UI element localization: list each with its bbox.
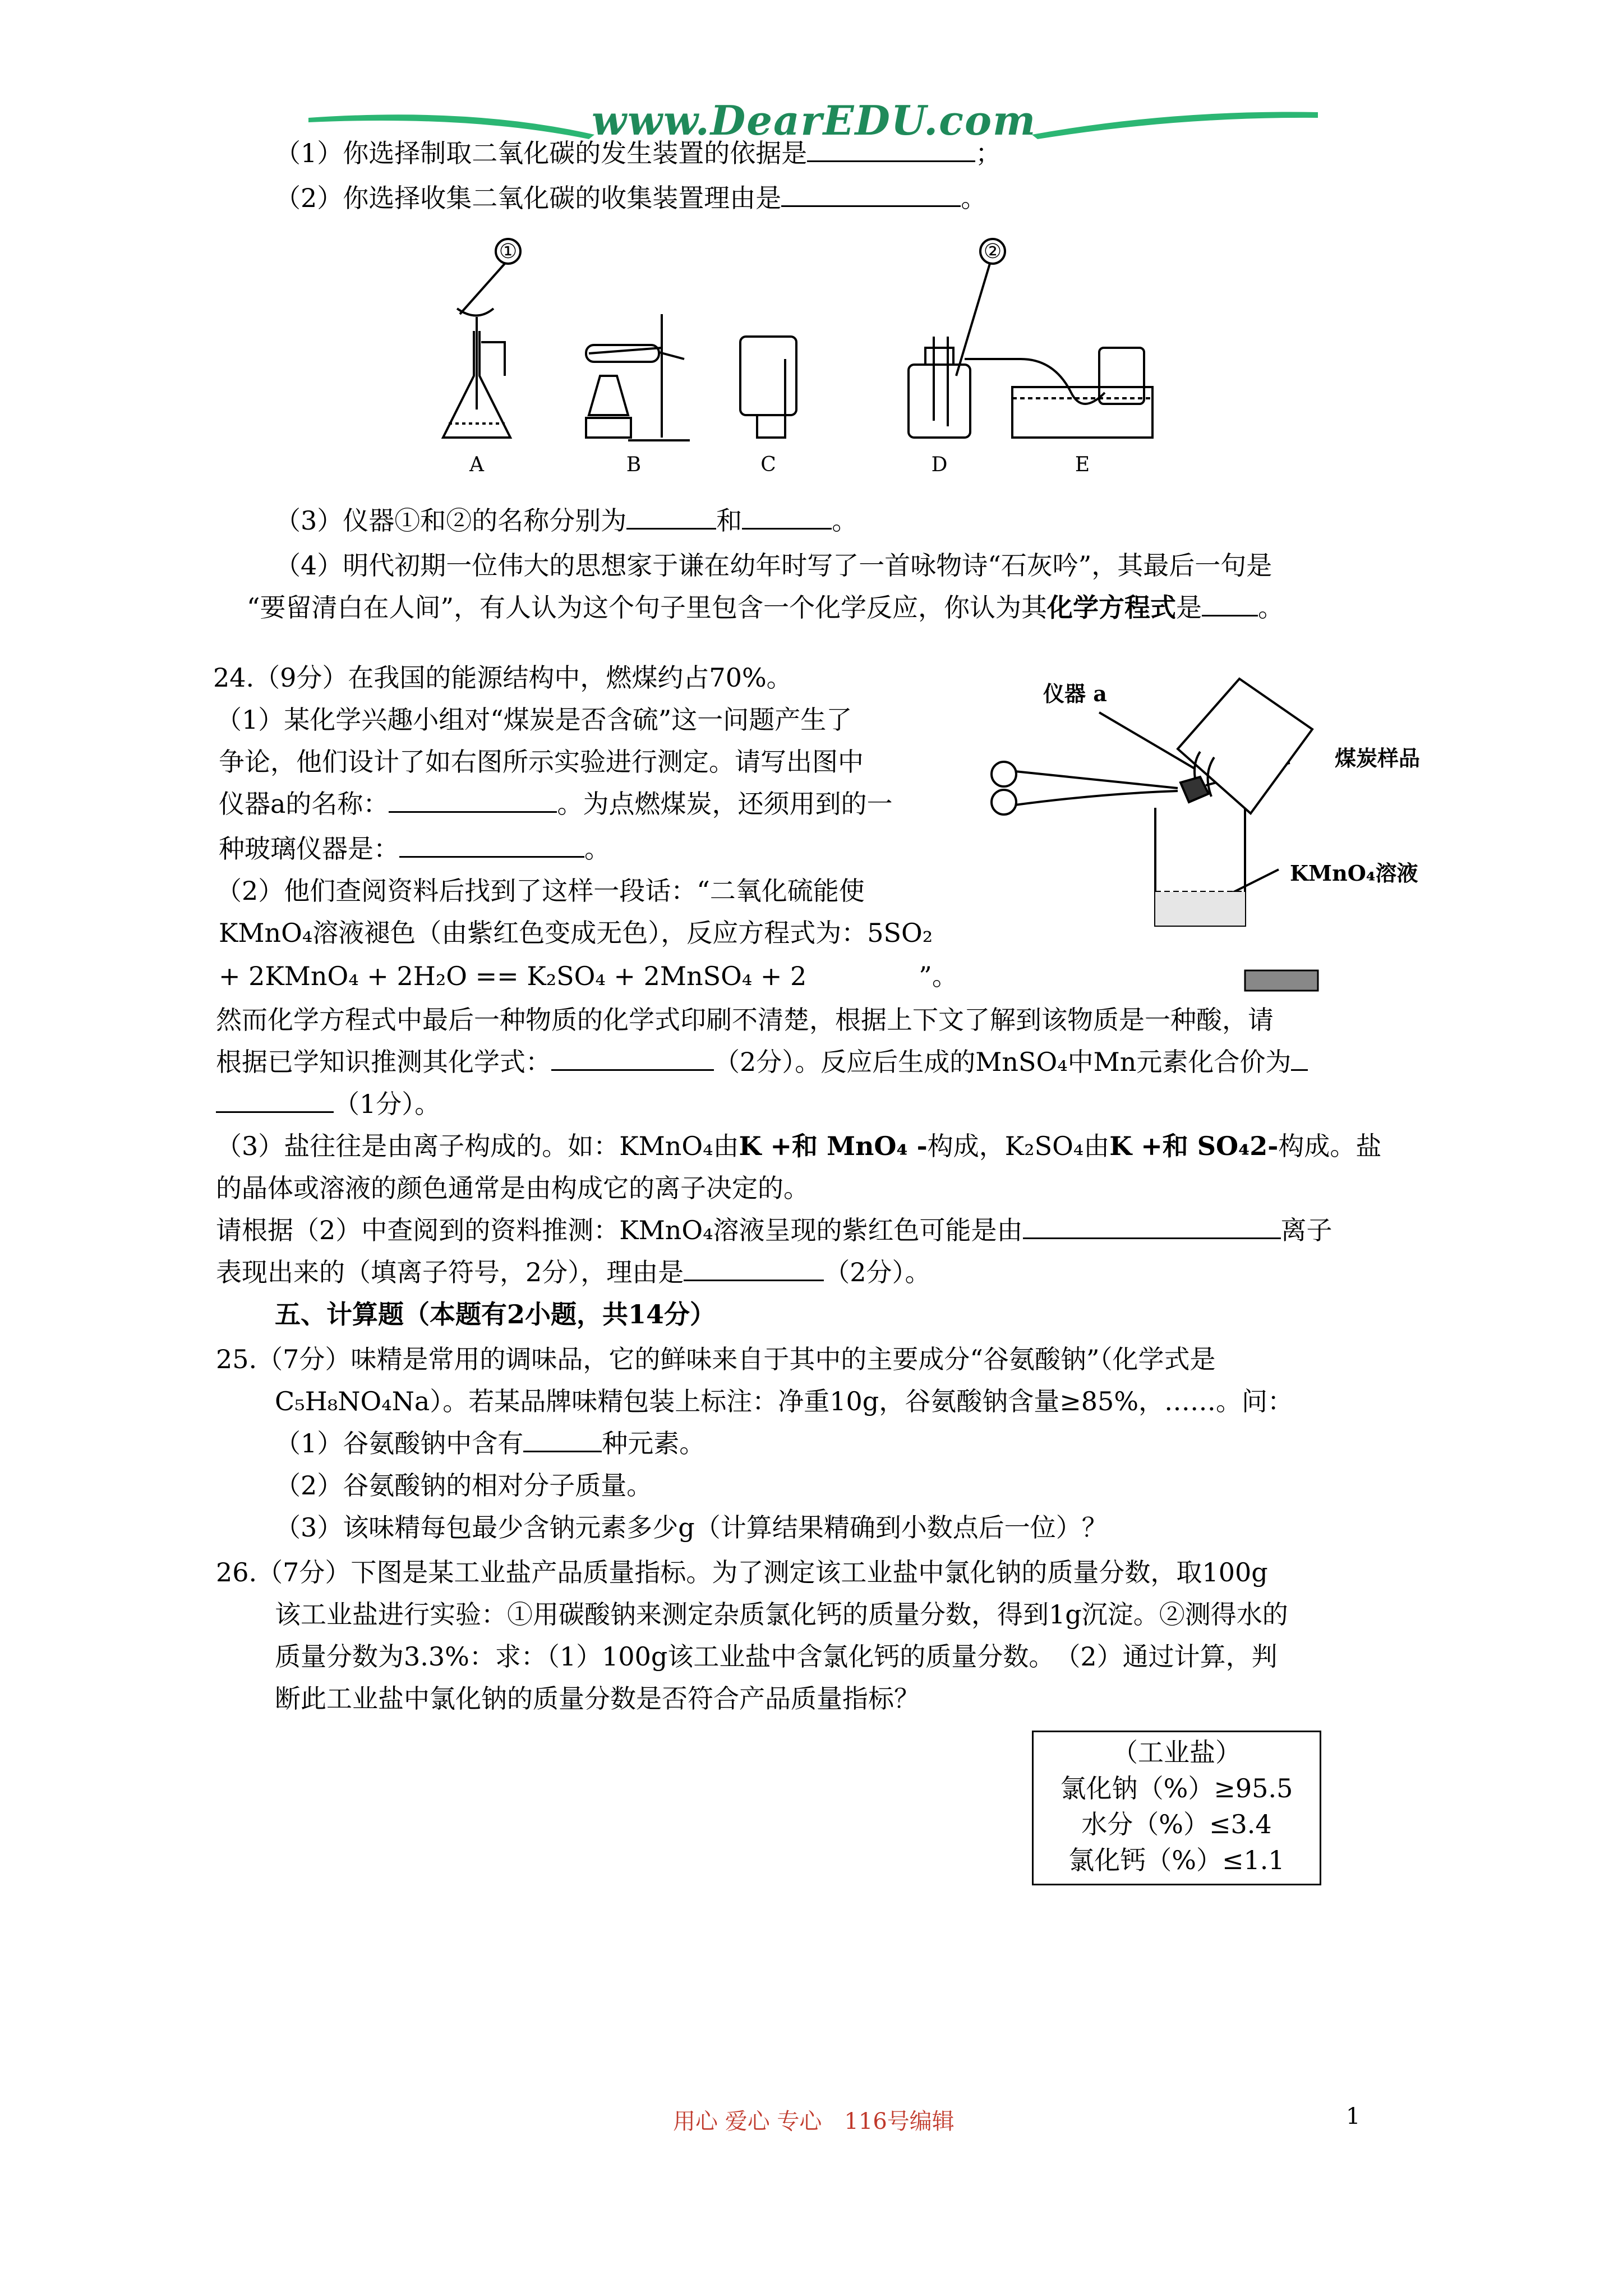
q24-line-4: 仪器a的名称： 。为点燃煤炭，还须用到的一 xyxy=(219,789,893,819)
q24-line-3: 争论，他们设计了如右图所示实验进行测定。请写出图中 xyxy=(219,747,864,777)
q24-line-6: （2）他们查阅资料后找到了这样一段话：“二氧化硫能使 xyxy=(216,876,865,906)
label-instrument-a: 仪器 a xyxy=(1043,681,1107,706)
q26-line-2: 该工业盐进行实验：①用碳酸钠来测定杂质氯化钙的质量分数，得到1g沉淀。②测得水的 xyxy=(275,1599,1288,1630)
label-B: B xyxy=(626,453,642,476)
q24-line-13: 的晶体或溶液的颜色通常是由构成它的离子决定的。 xyxy=(216,1173,809,1203)
spec-row-nacl: 氯化钠（%）≥95.5 xyxy=(1060,1773,1293,1803)
label-D: D xyxy=(931,453,948,476)
q26-line-3: 质量分数为3.3%：求：（1）100g该工业盐中含氯化钙的质量分数。 （2）通过计算，判 xyxy=(275,1641,1278,1672)
q24-line-10: 根据已学知识推测其化学式： （2分）。反应后生成的MnSO₄中Mn元素化合价为 xyxy=(216,1046,1308,1078)
q24-line-14: 请根据（2）中查阅到的资料推测：KMnO₄溶液呈现的紫红色可能是由 离子 xyxy=(216,1215,1332,1245)
q25-blank-1[interactable] xyxy=(523,1428,602,1452)
q23-blank-3b[interactable] xyxy=(742,505,832,530)
label-coal-sample: 煤炭样品 xyxy=(1335,746,1421,771)
label-circle-2: ② xyxy=(983,240,1002,263)
spec-row-water: 水分（%）≤3.4 xyxy=(1081,1809,1272,1839)
q23-blank-1[interactable] xyxy=(807,138,975,162)
label-circle-1: ① xyxy=(499,240,518,263)
industrial-salt-spec-table xyxy=(1032,1731,1321,1885)
q23-blank-2[interactable] xyxy=(781,183,961,207)
page-number: 1 xyxy=(1346,2104,1361,2129)
section-5-title: 五、计算题（本题有2小题，共14分） xyxy=(275,1299,716,1329)
q24-line-5: 种玻璃仪器是： 。 xyxy=(219,834,610,864)
q24-blank-1[interactable] xyxy=(389,789,557,813)
q26-line-1: 26.（7分）下图是某工业盐产品质量指标。为了测定该工业盐中氯化钠的质量分数，取100g xyxy=(216,1557,1268,1588)
footer-text: 用心 爱心 专心 116号编辑 xyxy=(673,2109,955,2134)
q23-blank-3a[interactable] xyxy=(626,505,716,530)
q23-blank-4[interactable] xyxy=(1202,592,1258,616)
label-kmno4-solution: KMnO₄溶液 xyxy=(1290,861,1418,886)
label-C: C xyxy=(760,453,776,476)
label-E: E xyxy=(1075,453,1090,476)
q23-line-3: （3）仪器①和②的名称分别为 和 。 xyxy=(275,505,858,536)
spec-row-cacl2: 氯化钙（%）≤1.1 xyxy=(1068,1845,1285,1875)
label-A: A xyxy=(469,453,484,476)
q24-line-15: 表现出来的（填离子符号，2分），理由是 （2分）。 xyxy=(216,1257,931,1287)
q24-line-2: （1）某化学兴趣小组对“煤炭是否含硫”这一问题产生了 xyxy=(216,705,852,735)
q24-line-12: （3）盐往往是由离子构成的。如：KMnO₄由K +和 MnO₄ -构成，K₂SO₄由K +和 SO₄2-构成。盐 xyxy=(216,1131,1382,1161)
q24-line-1: 24.（9分）在我国的能源结构中，燃煤约占70%。 xyxy=(213,662,792,693)
q24-line-11: （1分）。 xyxy=(216,1088,440,1120)
q23-line-1: （1）你选择制取二氧化碳的发生装置的依据是 ； xyxy=(275,138,1002,168)
q24-blank-2[interactable] xyxy=(399,834,584,858)
spec-table-title: （工业盐） xyxy=(1112,1737,1241,1768)
smudged-formula xyxy=(1245,970,1318,991)
q25-line-1: 25.（7分）味精是常用的调味品，它的鲜味来自于其中的主要成分“谷氨酸钠”（化学式是 xyxy=(216,1344,1216,1374)
q24-line-8: + 2KMnO₄ + 2H₂O == K₂SO₄ + 2MnSO₄ + 2 ”。 xyxy=(219,961,958,991)
q24-blank-4a[interactable] xyxy=(1291,1047,1308,1071)
q25-line-5: （3）该味精每包最少含钠元素多少g（计算结果精确到小数点后一位）？ xyxy=(275,1512,1108,1543)
q23-line-5: “要留清白在人间”，有人认为这个句子里包含一个化学反应，你认为其化学方程式是 。 xyxy=(247,592,1284,623)
q23-line-4: （4）明代初期一位伟大的思想家于谦在幼年时写了一首咏物诗“石灰吟”，其最后一句是 xyxy=(275,550,1272,581)
q24-blank-5[interactable] xyxy=(1023,1215,1281,1239)
q25-line-2: C₅H₈NO₄Na）。若某品牌味精包装上标注：净重10g，谷氨酸钠含量≥85%，……。问： xyxy=(275,1386,1294,1416)
q25-line-4: （2）谷氨酸钠的相对分子质量。 xyxy=(275,1470,653,1501)
apparatus-figure xyxy=(426,224,1183,482)
q25-line-3: （1）谷氨酸钠中含有 种元素。 xyxy=(275,1428,706,1458)
q26-line-4: 断此工业盐中氯化钠的质量分数是否符合产品质量指标？ xyxy=(275,1683,920,1714)
q24-blank-4b[interactable] xyxy=(216,1089,334,1113)
q23-line-2: （2）你选择收集二氧化碳的收集装置理由是 。 xyxy=(275,183,987,213)
q24-line-7: KMnO₄溶液褪色（由紫红色变成无色），反应方程式为：5SO₂ xyxy=(219,918,933,948)
coal-experiment-figure xyxy=(987,668,1481,999)
q24-blank-6[interactable] xyxy=(684,1257,824,1281)
q24-blank-3[interactable] xyxy=(551,1047,714,1071)
header-logo-text: www.DearEDU.com xyxy=(592,96,1037,144)
q24-line-9: 然而化学方程式中最后一种物质的化学式印刷不清楚，根据上下文了解到该物质是一种酸，请 xyxy=(216,1005,1274,1035)
